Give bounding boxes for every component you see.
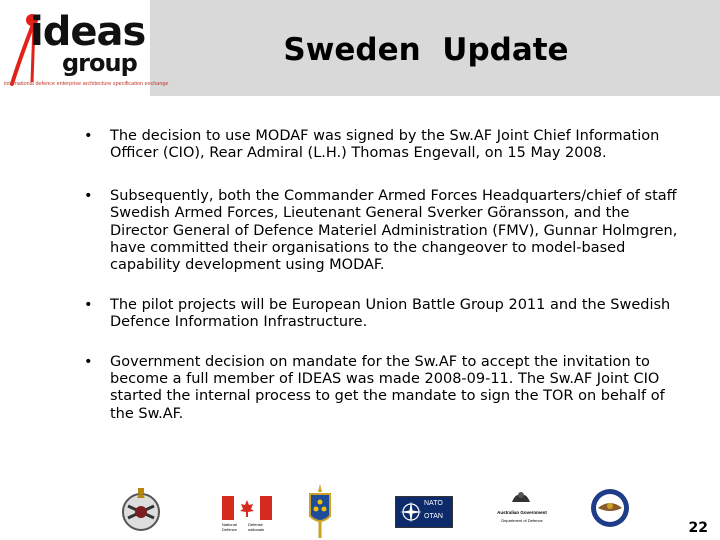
us-dod-seal-icon bbox=[590, 488, 630, 528]
bullet-marker: • bbox=[84, 128, 93, 144]
bullet-item bbox=[84, 128, 684, 163]
bullet-marker: • bbox=[84, 353, 93, 370]
bullet-marker: • bbox=[84, 296, 93, 313]
bullet-text: Subsequently, both the Commander Armed Forces Headquarters/chief of staff Swedish Armed Forces, Lieutenant General Sverker Göransson, and the Director General of Defence Materiel Administration (FMV), Gunnar Holmgren, have committed their organisations to the changeover to model-based capability development using MODAF. bbox=[110, 187, 678, 274]
bullet-list bbox=[84, 128, 684, 423]
bullet-text: The decision to use MODAF was signed by the Sw.AF Joint Chief Information Officer (CIO), Rear Admiral (L.H.) Thomas Engevall, on 15 May 2008. bbox=[110, 128, 660, 162]
australia-sublabel: Department of Defence bbox=[501, 518, 543, 523]
page-number: 22 bbox=[688, 520, 708, 536]
logo-word-ideas: ideas bbox=[30, 9, 146, 55]
logo-word-group: group bbox=[62, 49, 137, 77]
header-band bbox=[0, 0, 720, 96]
bullet-text: The pilot projects will be European Union Battle Group 2011 and the Swedish Defence Information Infrastructure. bbox=[110, 296, 671, 331]
bullet-text: Government decision on mandate for the Sw.AF to accept the invitation to become a full member of IDEAS was made 2008-09-11. The Sw.AF Joint CIO started the internal process to get the mandate to sign the TOR on behalf of the Sw.AF. bbox=[110, 353, 665, 422]
australia-defence-logo bbox=[496, 488, 548, 532]
nato-star-icon bbox=[399, 500, 423, 524]
australia-defence-crest-icon bbox=[508, 488, 534, 508]
bullet-item bbox=[84, 297, 684, 332]
uk-mod-crest-icon bbox=[118, 484, 164, 536]
canada-label-right: Défense nationale bbox=[248, 522, 265, 532]
slide-title: Sweden Update bbox=[283, 32, 569, 68]
australia-label: Australian Government bbox=[497, 510, 547, 515]
canada-flag-icon bbox=[222, 496, 274, 520]
nato-text: NATO bbox=[424, 500, 443, 507]
canada-label-left: National Defence bbox=[222, 522, 237, 532]
bullet-item bbox=[84, 354, 684, 424]
canada-defence-logo bbox=[222, 496, 274, 536]
logo-tagline: international defence enterprise architecture specification exchange bbox=[4, 81, 169, 87]
otan-text: OTAN bbox=[424, 513, 443, 520]
ideas-group-logo bbox=[0, 0, 169, 96]
swedish-armed-forces-crest-icon bbox=[306, 484, 334, 538]
nato-otan-logo bbox=[395, 496, 453, 528]
bullet-marker: • bbox=[84, 187, 93, 204]
bullet-item bbox=[84, 188, 684, 275]
